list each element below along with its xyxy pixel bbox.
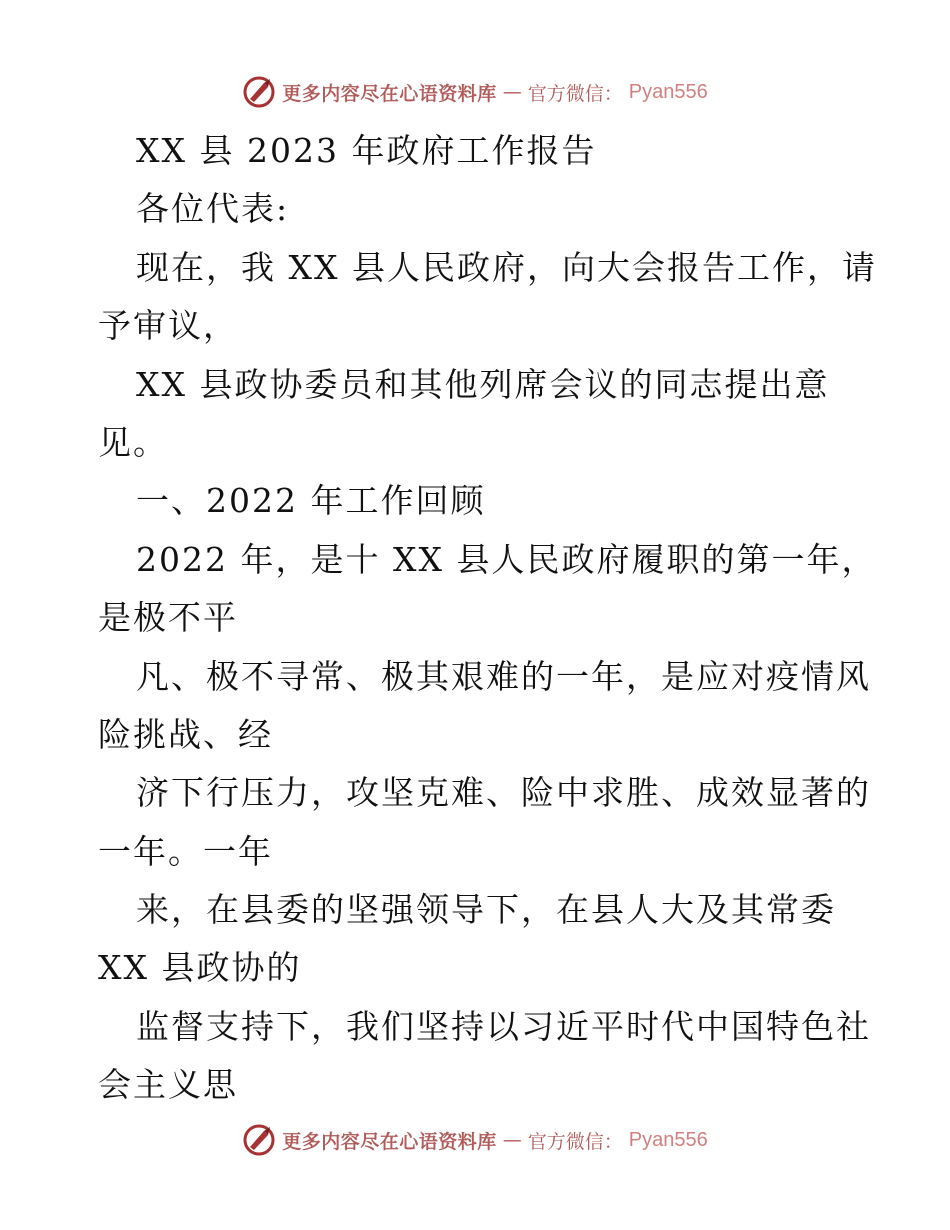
watermark-text: 更多内容尽在心语资料库 — [282, 1130, 497, 1153]
watermark-dash: — — [502, 81, 522, 103]
document-title: XX 县 2023 年政府工作报告 — [136, 131, 597, 170]
text-line: 是极不平 — [98, 598, 238, 638]
text-line: 现在，我 XX 县人民政府，向大会报告工作，请 — [136, 247, 877, 287]
text-line: 2022 年，是十 XX 县人民政府履职的第一年， — [136, 539, 877, 579]
section-heading: 一、2022 年工作回顾 — [136, 481, 486, 521]
watermark-footer — [0, 1120, 950, 1160]
text-line: 一年。一年 — [98, 831, 273, 871]
text-line: 济下行压力，攻坚克难、险中求胜、成效显著的 — [136, 773, 871, 813]
text-line: 监督支持下，我们坚持以习近平时代中国特色社 — [136, 1006, 871, 1046]
text-line: 见。 — [98, 422, 168, 462]
document-body — [98, 122, 877, 1115]
text-line: XX 县政协的 — [98, 948, 302, 988]
text-line: 来，在县委的坚强领导下，在县人大及其常委 — [136, 890, 836, 930]
text-line: 予审议， — [98, 306, 238, 346]
salutation: 各位代表: — [136, 189, 290, 229]
watermark-logo-icon — [242, 1123, 276, 1157]
watermark-dash: — — [502, 1129, 522, 1151]
watermark-wechat-label: 官方微信： — [527, 1130, 623, 1153]
watermark-wechat-label: 官方微信： — [527, 82, 623, 105]
watermark-header — [0, 72, 950, 112]
text-line: 险挑战、经 — [98, 714, 273, 754]
text-line: XX 县政协委员和其他列席会议的同志提出意 — [136, 364, 830, 404]
watermark-logo-icon — [242, 75, 276, 109]
text-line: 会主义思 — [98, 1065, 238, 1105]
watermark-text: 更多内容尽在心语资料库 — [282, 82, 497, 105]
text-line: 凡、极不寻常、极其艰难的一年，是应对疫情风 — [136, 656, 871, 696]
watermark-wechat-id: Pyan556 — [628, 1128, 708, 1151]
watermark-wechat-id: Pyan556 — [628, 80, 708, 103]
